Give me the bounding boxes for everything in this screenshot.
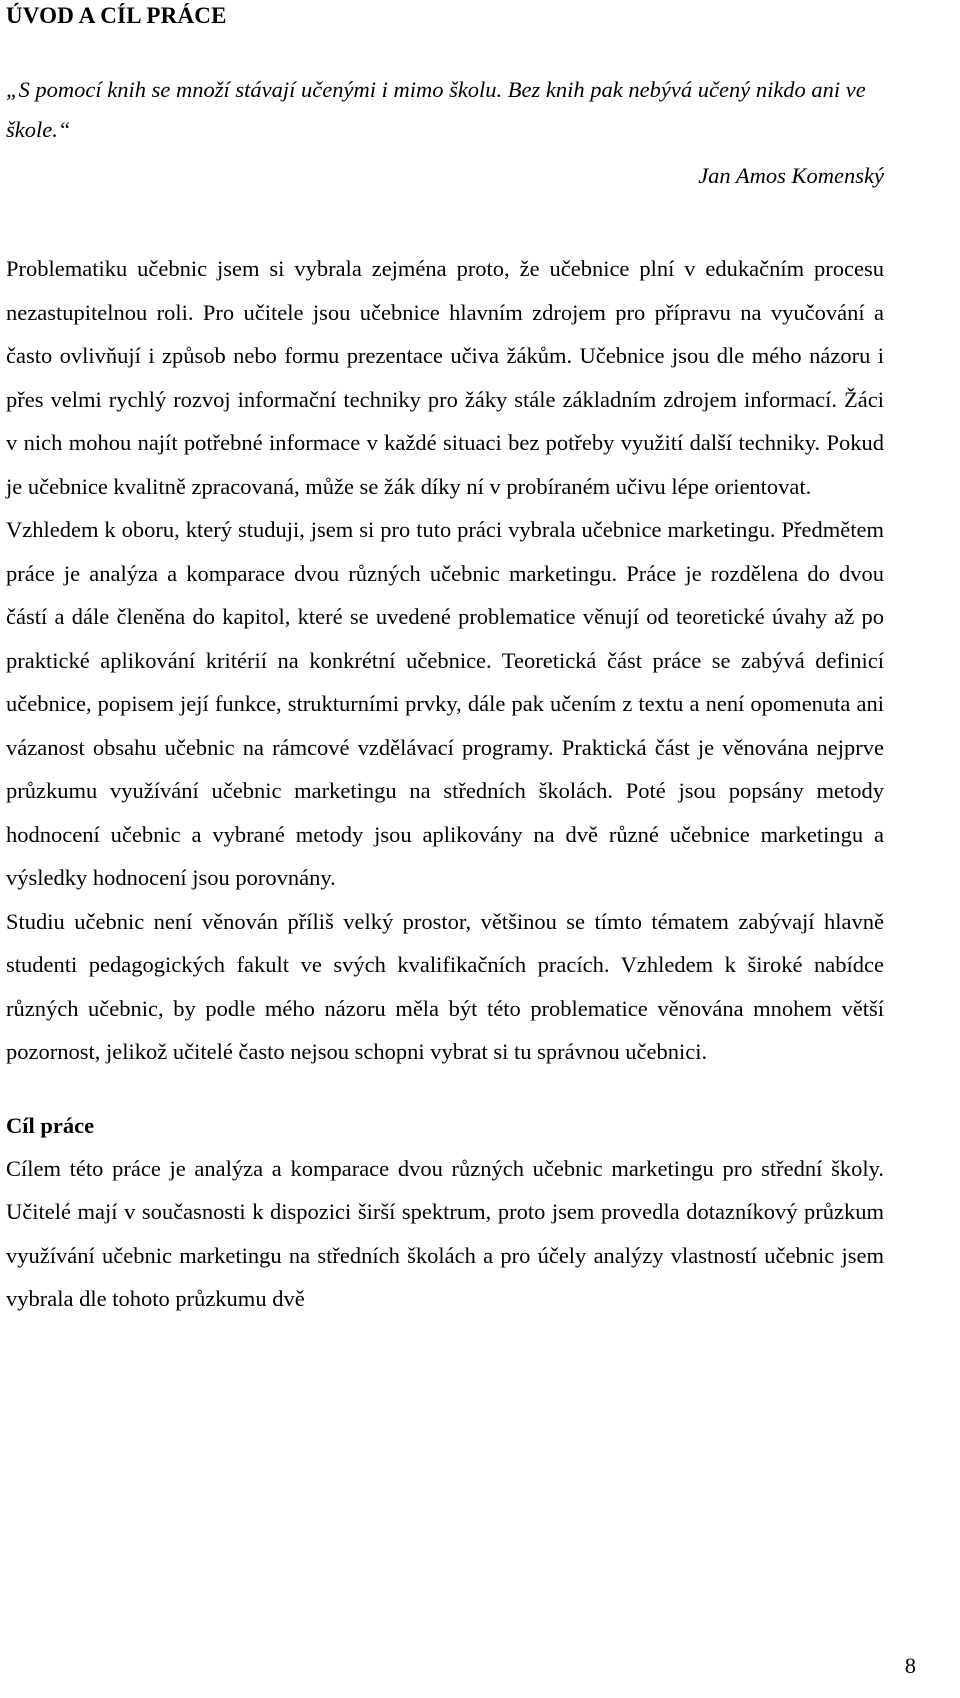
chapter-heading: ÚVOD A CÍL PRÁCE: [6, 3, 227, 28]
section-heading-goal: Cíl práce: [6, 1112, 95, 1138]
page-number: 8: [904, 1653, 916, 1678]
epigraph-author: Jan Amos Komenský: [698, 163, 884, 188]
paragraph-goal: Cílem této práce je analýza a komparace dvou různých učebnic marketingu pro střední školy. Učitelé mají v současnosti k dispozici širší spektrum, proto jsem provedla dotazníkový průzkum využívání učebnic marketingu na středních školách a pro účely analýzy vlastností učebnic jsem vybrala dle tohoto průzkumu dvě: [6, 1155, 884, 1311]
epigraph-quote: „S pomocí knih se množí stávají učenými i mimo školu. Bez knih pak nebývá učený nikdo ani ve škole.“: [6, 77, 866, 142]
document-page: [6, 0, 884, 1321]
paragraph-motivation: Problematiku učebnic jsem si vybrala zejména proto, že učebnice plní v edukačním procesu nezastupitelnou roli. Pro učitele jsou učebnice hlavním zdrojem pro přípravu na vyučování a často ovlivňují i způsob nebo formu prezentace učiva žákům. Učebnice jsou dle mého názoru i přes velmi rychlý rozvoj informační techniky pro žáky stále základním zdrojem informací. Žáci v nich mohou najít potřebné informace v každé situaci bez potřeby využití další techniky. Pokud je učebnice kvalitně zpracovaná, může se žák díky ní v probíraném učivu lépe orientovat.: [6, 256, 884, 499]
paragraph-research-gap: Studiu učebnic není věnován příliš velký prostor, většinou se tímto tématem zabývají hlavně studenti pedagogických fakult ve svých kvalifikačních pracích. Vzhledem k široké nabídce různých učebnic, by podle mého názoru měla být této problematice věnována mnohem větší pozornost, jelikož učitelé často nejsou schopni vybrat si tu správnou učebnici.: [6, 908, 884, 1064]
paragraph-structure: Vzhledem k oboru, který studuji, jsem si pro tuto práci vybrala učebnice marketingu. Předmětem práce je analýza a komparace dvou různých učebnic marketingu. Práce je rozdělena do dvou částí a dále členěna do kapitol, které se uvedené problematice věnují od teoretické úvahy až po praktické aplikování kritérií na konkrétní učebnice. Teoretická část práce se zabývá definicí učebnice, popisem její funkce, strukturními prvky, dále pak učením z textu a není opomenuta ani vázanost obsahu učebnic na rámcové vzdělávací programy. Praktická část je věnována nejprve průzkumu využívání učebnic marketingu na středních školách. Poté jsou popsány metody hodnocení učebnic a vybrané metody jsou aplikovány na dvě různé učebnice marketingu a výsledky hodnocení jsou porovnány.: [6, 517, 884, 890]
